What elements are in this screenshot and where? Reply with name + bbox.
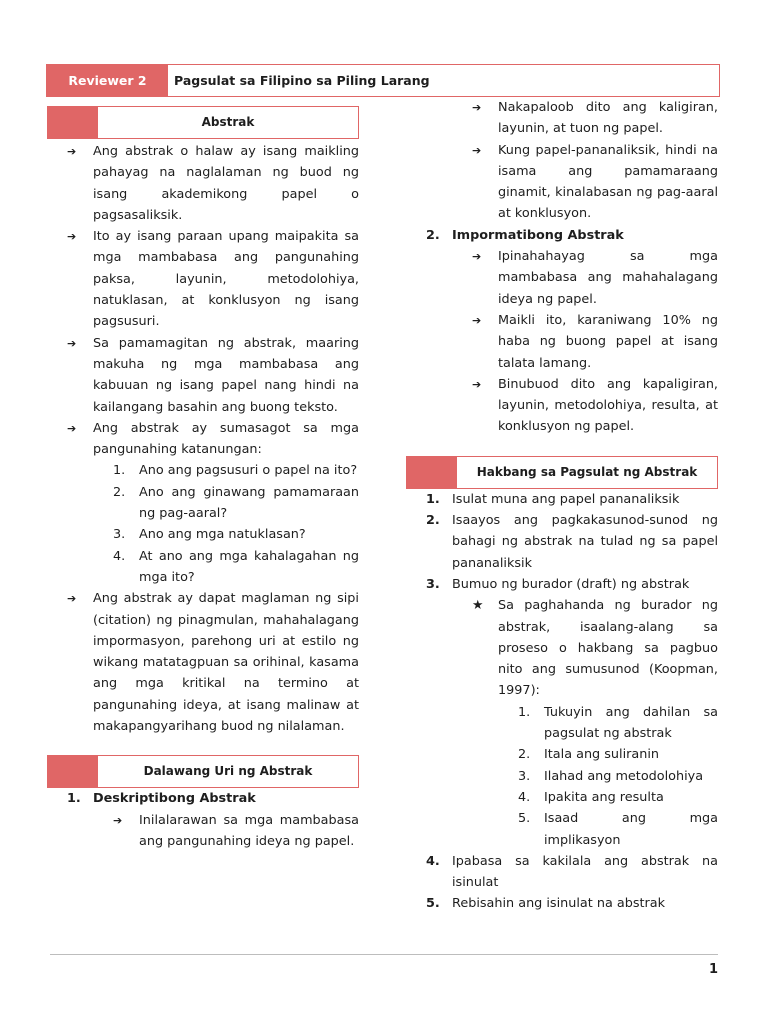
question-text: Ano ang mga natuklasan? — [139, 527, 306, 543]
list-item — [518, 702, 718, 745]
type-title: Deskriptibong Abstrak — [93, 791, 256, 807]
list-number: 3. — [518, 768, 531, 784]
section-abstrak-header — [47, 106, 359, 139]
substep-text: Tukuyin ang dahilan sa pagsulat ng abstrak — [544, 704, 718, 742]
list-number: 1. — [67, 791, 81, 807]
list-item — [426, 510, 718, 574]
substep-text: Ipakita ang resulta — [544, 789, 664, 805]
list-item — [426, 893, 718, 914]
list-number: 2. — [113, 484, 126, 500]
arrow-icon: ➔ — [472, 101, 482, 114]
arrow-icon: ➔ — [67, 145, 77, 158]
list-item — [472, 140, 718, 225]
list-item — [472, 374, 718, 438]
step-text: Isaayos ang pagkakasunod-sunod ng bahagi ng abstrak na tulad ng sa papel pananaliksik — [452, 513, 718, 571]
list-item — [67, 788, 359, 809]
star-icon: ★ — [472, 598, 484, 614]
list-item — [426, 574, 718, 595]
section-hakbang-header — [406, 456, 718, 489]
arrow-icon: ➔ — [67, 421, 77, 435]
bullet-text: Ipinahahayag sa mga mambabasa ang mahahalagang ideya ng papel. — [498, 249, 718, 307]
bullet-text: Nakapaloob dito ang kaligiran, layunin, at tuon ng papel. — [498, 100, 718, 137]
step-text: Rebisahin ang isinulat na abstrak — [452, 896, 666, 912]
bullet-text: Inilalarawan sa mga mambabasa ang pangunahing ideya ng papel. — [139, 812, 359, 849]
list-item — [472, 310, 718, 374]
list-number: 2. — [426, 513, 440, 529]
left-column — [47, 106, 359, 852]
list-number: 5. — [518, 811, 531, 827]
bullet-text: Sa pamamagitan ng abstrak, maaring makuha ng mga mambabasa ang kabuuan ng isang papel nang hindi na kailangang basahin ang buong teksto. — [93, 335, 359, 415]
list-number: 1. — [518, 704, 531, 720]
bullet-text: Ito ay isang paraan upang maipakita sa mga mambabasa ang pangunahing paksa, layunin, metodolohiya, natuklasan, at konklusyon ng isang pagsusuri. — [93, 229, 359, 330]
list-number: 3. — [426, 576, 440, 592]
substep-text: Ilahad ang metodolohiya — [544, 768, 704, 784]
bullet-text: Binubuod dito ang kapaligiran, layunin, metodolohiya, resulta, at konklusyon ng papel. — [498, 376, 718, 435]
list-number: 1. — [426, 491, 440, 507]
bullet-text: Ang abstrak ay dapat maglaman ng sipi (citation) ng pinagmulan, mahahalagang impormasyon, parehong uri at estilo ng wikang matatagpuan sa orihinal, kasama ang mga kritikal na termino at pangunahing ideya, at isang malinaw at makapangyarihang buod ng nilalaman. — [93, 591, 359, 735]
list-number: 4. — [426, 853, 440, 869]
list-item — [67, 418, 359, 461]
list-number: 2. — [426, 227, 440, 243]
list-item — [518, 766, 718, 787]
list-item — [113, 482, 359, 525]
section-title-hakbang: Hakbang sa Pagsulat ng Abstrak — [476, 464, 698, 479]
arrow-icon: ➔ — [472, 313, 482, 327]
list-number: 4. — [113, 548, 126, 564]
section-title-uri: Dalawang Uri ng Abstrak — [143, 764, 313, 779]
section-tag — [48, 756, 98, 787]
list-item — [67, 588, 359, 737]
arrow-icon: ➔ — [67, 336, 77, 350]
list-item — [113, 524, 359, 545]
list-item — [426, 489, 718, 510]
section-tag — [407, 457, 457, 488]
bullet-text: Maikli ito, karaniwang 10% ng haba ng buong papel at isang talata lamang. — [498, 312, 718, 371]
star-text: Sa paghahanda ng burador ng abstrak, isaalang-alang sa proseso o hakbang sa pagbuo nito ang sumusunod (Koopman, 1997): — [498, 598, 718, 699]
list-item — [518, 744, 718, 765]
substep-text: Itala ang suliranin — [544, 747, 660, 763]
list-item — [67, 226, 359, 332]
list-item — [113, 810, 359, 853]
bullet-text: Ang abstrak ay sumasagot sa mga pangunahing katanungan: — [93, 420, 359, 458]
list-item — [472, 97, 718, 140]
list-item — [113, 546, 359, 589]
list-number: 2. — [518, 747, 531, 763]
arrow-icon: ➔ — [67, 592, 77, 606]
substep-text: Isaad ang mga implikasyon — [544, 811, 718, 848]
step-text: Bumuo ng burador (draft) ng abstrak — [452, 576, 690, 592]
bullet-text: Ang abstrak o halaw ay isang maikling pahayag na naglalaman ng buod ng isang akademikong papel o pagsasaliksik. — [93, 144, 359, 223]
list-number: 4. — [518, 789, 531, 805]
list-item — [67, 141, 359, 226]
right-column — [406, 97, 718, 915]
type-title: Impormatibong Abstrak — [452, 227, 624, 243]
list-item — [518, 808, 718, 851]
footer-divider — [50, 954, 718, 955]
header-tag: Reviewer 2 — [47, 65, 168, 96]
section-tag — [48, 107, 98, 138]
list-item — [426, 225, 718, 246]
page-number: 1 — [708, 962, 718, 977]
step-text: Ipabasa sa kakilala ang abstrak na isinulat — [452, 853, 718, 891]
list-number: 5. — [426, 896, 440, 912]
section-uri-header — [47, 755, 359, 788]
header-box — [46, 64, 720, 97]
step-text: Isulat muna ang papel pananaliksik — [452, 491, 680, 507]
question-text: Ano ang pagsusuri o papel na ito? — [139, 463, 358, 479]
section-title-abstrak: Abstrak — [201, 114, 255, 129]
list-item — [113, 460, 359, 481]
list-item — [472, 246, 718, 310]
header-title: Pagsulat sa Filipino sa Piling Larang — [174, 73, 430, 88]
bullet-text: Kung papel-pananaliksik, hindi na isama ang pamamaraang ginamit, kinalabasan ng pag-aaral at konklusyon. — [498, 142, 718, 222]
arrow-icon: ➔ — [113, 813, 123, 827]
question-text: At ano ang mga kahalagahan ng mga ito? — [139, 548, 359, 585]
list-item — [426, 851, 718, 894]
question-text: Ano ang ginawang pamamaraan ng pag-aaral? — [139, 484, 359, 522]
arrow-icon: ➔ — [472, 377, 482, 391]
arrow-icon: ➔ — [472, 143, 482, 157]
list-number: 3. — [113, 527, 126, 543]
arrow-icon: ➔ — [67, 230, 77, 244]
list-item — [518, 787, 718, 808]
arrow-icon: ➔ — [472, 250, 482, 264]
list-item — [67, 333, 359, 418]
list-number: 1. — [113, 463, 126, 479]
list-item — [472, 595, 718, 701]
